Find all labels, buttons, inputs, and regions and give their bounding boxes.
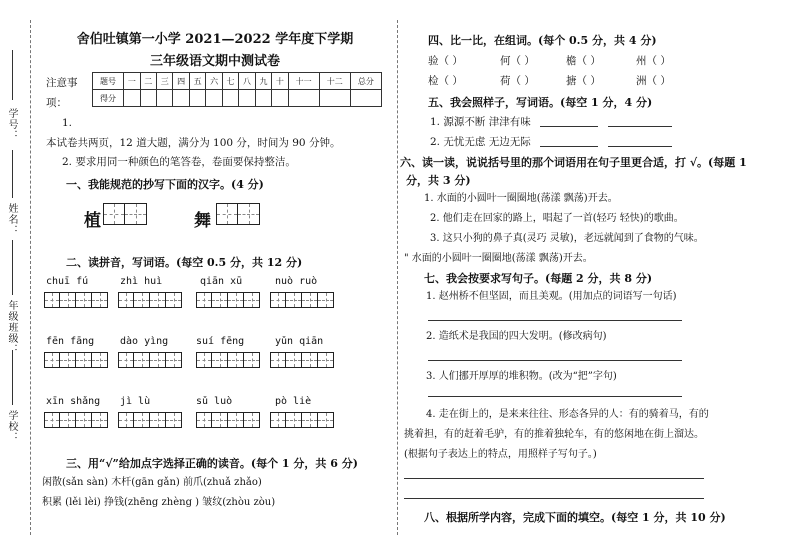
q6-title: 六、读一读，说说括号里的那个词语用在句子里更合适，打 √。(每题 1: [400, 156, 747, 169]
note-1: 本试卷共两页，12 道大题，满分为 100 分，时间为 90 分钟。: [46, 137, 341, 149]
score-col: 十一: [288, 73, 319, 90]
q2-pinyin: chuī fú: [46, 276, 89, 287]
page-divider: [397, 20, 398, 535]
q2-pinyin: nuò ruò: [275, 276, 318, 287]
q2-pinyin: fēn fāng: [46, 336, 95, 347]
q7-sentence-1: 1. 赵州桥不但坚固，而且美观。(用加点的词语写一句话): [426, 291, 677, 302]
q3-title: 三、用“√”给加点字选择正确的读音。(每个 1 分，共 6 分): [66, 457, 358, 470]
score-cell[interactable]: [239, 90, 255, 107]
score-cell[interactable]: [222, 90, 238, 107]
name-line[interactable]: [12, 150, 13, 198]
student-id-label: 学号：: [6, 108, 17, 141]
q6-sentence: 1. 水面的小圆叶一圈圈地(荡漾 飘荡)开去。: [424, 193, 618, 204]
q2-pinyin: pò liè: [275, 396, 312, 407]
q5-blank[interactable]: [608, 126, 672, 127]
q4-title: 四、比一比，在组词。(每个 0.5 分，共 4 分): [428, 34, 657, 47]
q4-item[interactable]: 检（ ）: [428, 75, 463, 87]
score-col: 四: [173, 73, 189, 90]
q5-title: 五、我会照样子，写词语。(每空 1 分，4 分): [428, 96, 653, 109]
q2-pinyin: sǔ luò: [196, 396, 233, 407]
q7-sentence-4-cont: 挑着担，有的赶着毛驴，有的推着独轮车，有的悠闲地在街上溜达。: [404, 429, 704, 440]
q6-sentence: " 水面的小圆叶一圈圈地(荡漾 飘荡)开去。: [404, 253, 593, 264]
q2-pinyin: jì lù: [120, 396, 151, 407]
score-col: 二: [140, 73, 156, 90]
school-line[interactable]: [12, 350, 13, 405]
q2-answer-grid[interactable]: [196, 292, 260, 308]
notes-label-2: 项：: [46, 97, 67, 109]
score-col: 七: [222, 73, 238, 90]
score-cell[interactable]: [206, 90, 222, 107]
score-col: 十二: [319, 73, 350, 90]
score-col: 五: [189, 73, 205, 90]
school-label: 学校：: [6, 410, 17, 443]
score-cell[interactable]: [140, 90, 156, 107]
q6-title-cont: 分，共 3 分): [406, 174, 471, 187]
score-col: 题号: [93, 73, 124, 90]
q7-answer-line[interactable]: [404, 498, 704, 499]
exam-title-2: 三年级语文期中测试卷: [149, 54, 280, 69]
q4-item[interactable]: 搪（ ）: [566, 75, 601, 87]
q7-sentence-3: 3. 人们挪开厚厚的堆积物。(改为“把”字句): [426, 371, 617, 382]
score-cell[interactable]: [319, 90, 350, 107]
q5-blank[interactable]: [540, 146, 598, 147]
q2-pinyin: qiān xū: [200, 276, 243, 287]
q2-answer-grid[interactable]: [196, 412, 260, 428]
score-cell[interactable]: [350, 90, 381, 107]
q7-answer-line[interactable]: [428, 320, 682, 321]
q2-title: 二、读拼音，写词语。(每空 0.5 分，共 12 分): [66, 256, 303, 269]
score-cell[interactable]: [189, 90, 205, 107]
q2-pinyin: xīn shǎng: [46, 396, 101, 407]
q6-sentence: 3. 这只小狗的鼻子真(灵巧 灵敏)，老远就闻到了食物的气味。: [430, 233, 704, 244]
q2-pinyin: suí fēng: [196, 336, 245, 347]
q1-writing-grid-1[interactable]: [103, 203, 147, 225]
q1-title: 一、我能规范的抄写下面的汉字。(4 分): [66, 178, 264, 191]
q7-sentence-4: 4. 走在街上的，是来来往往、形态各异的人：有的骑着马，有的: [426, 409, 709, 420]
q7-answer-line[interactable]: [404, 478, 704, 479]
q2-pinyin: dào yìng: [120, 336, 169, 347]
q5-line-2: 2. 无忧无虑 无边无际: [430, 136, 531, 148]
q2-answer-grid[interactable]: [118, 412, 182, 428]
score-col: 总分: [350, 73, 381, 90]
q7-answer-line[interactable]: [428, 360, 682, 361]
q2-answer-grid[interactable]: [118, 292, 182, 308]
score-col: 一: [124, 73, 140, 90]
student-id-line[interactable]: [12, 50, 13, 100]
score-cell[interactable]: [124, 90, 140, 107]
q1-writing-grid-2[interactable]: [216, 203, 260, 225]
q7-sentence-4-instr: (根据句子表达上的特点，用照样子写句子。): [404, 449, 597, 460]
score-cell[interactable]: [288, 90, 319, 107]
q5-blank[interactable]: [540, 126, 598, 127]
q2-answer-grid[interactable]: [44, 412, 108, 428]
q4-item[interactable]: 何（ ）: [500, 55, 535, 67]
q4-item[interactable]: 州（ ）: [636, 55, 671, 67]
q3-line-1: 闲散(sǎn sàn) 木杆(gān gǎn) 前爪(zhuǎ zhǎo): [42, 477, 262, 488]
score-col: 八: [239, 73, 255, 90]
exam-title-1: 舍伯吐镇第一小学 2021—2022 学年度下学期: [76, 32, 354, 47]
binding-divider: [30, 20, 31, 535]
score-col: 六: [206, 73, 222, 90]
score-col: 十: [272, 73, 288, 90]
note-2: 2. 要求用同一种颜色的笔答卷，卷面要保持整洁。: [62, 156, 296, 168]
score-cell[interactable]: [173, 90, 189, 107]
q2-answer-grid[interactable]: [270, 352, 334, 368]
q7-sentence-2: 2. 造纸术是我国的四大发明。(修改病句): [426, 331, 607, 342]
q2-answer-grid[interactable]: [270, 412, 334, 428]
score-row-label: 得分: [93, 90, 124, 107]
class-label: 年级班级：: [6, 300, 17, 355]
score-cell[interactable]: [255, 90, 271, 107]
name-label: 姓名：: [6, 203, 17, 236]
q7-answer-line[interactable]: [428, 396, 682, 397]
q2-pinyin: yǔn qiān: [275, 336, 324, 347]
q2-answer-grid[interactable]: [44, 352, 108, 368]
score-col: 九: [255, 73, 271, 90]
score-col: 三: [157, 73, 173, 90]
q5-line-1: 1. 源源不断 津津有味: [430, 116, 531, 128]
q4-item[interactable]: 洲（ ）: [636, 75, 671, 87]
q7-title: 七、我会按要求写句子。(每题 2 分，共 8 分): [424, 272, 653, 285]
q5-blank[interactable]: [608, 146, 672, 147]
q4-item[interactable]: 荷（ ）: [500, 75, 535, 87]
note-1-number: 1.: [62, 117, 73, 129]
q3-line-2: 积累 (lěi lèi) 挣钱(zhēng zhèng ) 皱纹(zhòu zòu): [42, 497, 276, 508]
q1-char-1: 植: [84, 211, 101, 231]
score-cell[interactable]: [157, 90, 173, 107]
q2-answer-grid[interactable]: [44, 292, 108, 308]
q2-answer-grid[interactable]: [118, 352, 182, 368]
q2-answer-grid[interactable]: [196, 352, 260, 368]
q1-char-2: 舞: [194, 211, 211, 231]
class-line[interactable]: [12, 240, 13, 295]
q4-item[interactable]: 验（ ）: [428, 55, 463, 67]
score-table: [92, 72, 382, 107]
q8-title: 八、根据所学内容，完成下面的填空。(每空 1 分，共 10 分): [424, 511, 726, 524]
notes-label-1: 注意事: [46, 77, 78, 89]
q2-pinyin: zhì huì: [120, 276, 163, 287]
q2-answer-grid[interactable]: [270, 292, 334, 308]
q4-item[interactable]: 檐（ ）: [566, 55, 601, 67]
score-cell[interactable]: [272, 90, 288, 107]
q6-sentence: 2. 他们走在回家的路上，唱起了一首(轻巧 轻快)的歌曲。: [430, 213, 684, 224]
